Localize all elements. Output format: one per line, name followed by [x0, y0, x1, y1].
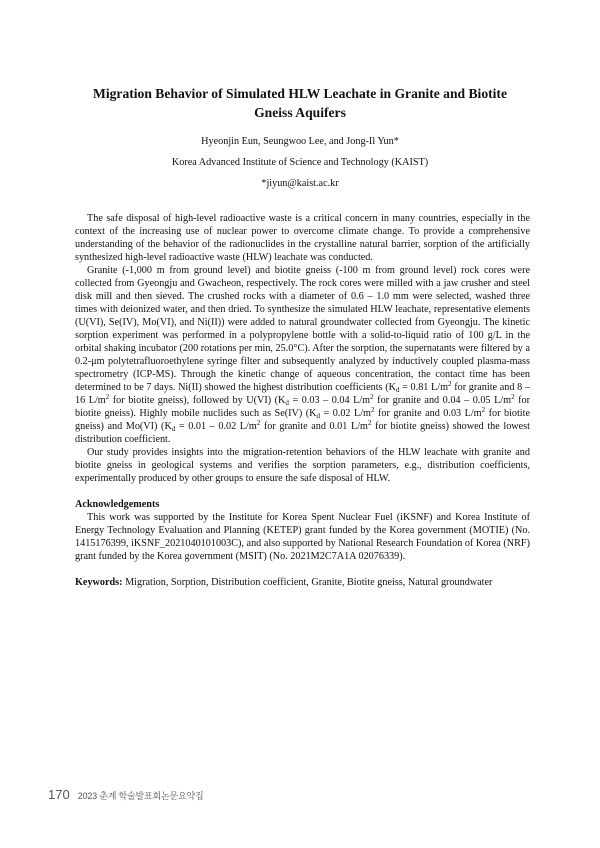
- text-span: for granite and 0.01 L/m: [260, 421, 368, 432]
- subscript-d: d: [171, 425, 176, 433]
- page-number: 170: [48, 787, 70, 802]
- keywords-text: Migration, Sorption, Distribution coefficient, Granite, Biotite gneiss, Natural groundwater: [122, 577, 493, 588]
- superscript-2: 2: [370, 393, 374, 401]
- superscript-2: 2: [105, 393, 110, 401]
- superscript-2: 2: [371, 406, 375, 414]
- text-span: for granite and 0.03 L/m: [374, 408, 482, 419]
- text-span: Granite (-1,000 m from ground level) and biotite gneiss (-100 m from ground level) rock cores were collected from Gyeongju and Gwacheon, respectively. The rock cores were milled with a jaw crusher and steel disk mill and then sieved. The crushed rocks with a diameter of 0.6 – 1.0 mm were selected, washed three times with deionized water, and then dried. To synthesize the simulated HLW leachate, representative elements (U(VI), Se(IV), Mo(VI), and Ni(II)) were added to natural groundwater collected from Gyeongju. The kinetic sorption experiment was performed in a polypropylene bottle with a solid-to-liquid ratio of 100 g/L in the orbital shaking incubator (200 rotations per min, 25.0°C). After the sorption, the supernatants were filtered by a 0.2-μm polytetrafluoroethylene syringe filter and subsequently analyzed by inductively coupled plasma-mass spectrometry (ICP-MS). Through the kinetic change of aqueous concentration, the contact time has been determined to be 7 days. Ni(II) showed the highest distribution coefficients (K: [75, 265, 530, 393]
- abstract-paragraph-1: The safe disposal of high-level radioactive waste is a critical concern in many countries, especially in the context of the increasing use of nuclear power to overcome climate change. To provide a comprehensive understanding of the behavior of the radionuclides in the crystalline natural barrier, sorption of the artificially synthesized high-level radioactive waste (HLW) leachate was conducted.: [75, 213, 530, 263]
- text-span: for biotite gneiss) showed the lowest distribution coefficient.: [75, 421, 530, 445]
- text-span: = 0.03 – 0.04 L/m: [288, 395, 371, 406]
- text-span: for biotite gneiss), followed by U(VI) (K: [109, 395, 286, 406]
- superscript-2: 2: [511, 393, 515, 401]
- text-span: = 0.81 L/m: [399, 382, 449, 393]
- page-footer: [48, 787, 203, 811]
- text-span: for granite and 8 – 16 L/m: [75, 382, 530, 406]
- author-list: Hyeonjin Eun, Seungwoo Lee, and Jong-Il Yun*: [201, 136, 399, 147]
- abstract-paragraph-3: Our study provides insights into the migration-retention behaviors of the HLW leachate with granite and biotite gneiss in geological systems and verifies the sorption parameters, e.g., distribution coefficients, experimentally produced by other groups to ensure the safe disposal of HLW.: [75, 447, 530, 484]
- superscript-2: 2: [256, 419, 261, 427]
- acknowledgements-heading: Acknowledgements: [75, 499, 160, 510]
- abstract-paragraph-2: [75, 264, 530, 446]
- superscript-2: 2: [367, 419, 372, 427]
- proceedings-title: 2023 춘계 학술발표회논문요약집: [77, 791, 204, 801]
- superscript-2: 2: [448, 380, 452, 388]
- text-span: = 0.01 – 0.02 L/m: [175, 421, 257, 432]
- text-span: for biotite gneiss) and Mo(VI) (K: [75, 408, 530, 432]
- acknowledgements-text: This work was supported by the Institute for Korea Spent Nuclear Fuel (iKSNF) and Korea Institute of Energy Technology Evaluation and Planning (KETEP) grant funded by the Korea government (MOTIE) (No. 1415176399, iKSNF_2021040101003C), and also supported by National Research Foundation of Korea (NRF) grant funded by the Korea government (MSIT) (No. 2021M2C7A1A 02076339).: [75, 512, 530, 562]
- keywords-line: [75, 576, 530, 589]
- text-span: for biotite gneiss). Highly mobile nuclides such as Se(IV) (K: [75, 395, 530, 419]
- subscript-d: d: [285, 399, 289, 407]
- paper-title: Migration Behavior of Simulated HLW Leachate in Granite and Biotite Gneiss Aquifers: [93, 86, 507, 120]
- corresponding-email[interactable]: *jiyun@kaist.ac.kr: [261, 178, 339, 189]
- keywords-label: Keywords:: [75, 577, 123, 588]
- subscript-d: d: [395, 386, 400, 394]
- subscript-d: d: [316, 412, 320, 420]
- text-span: = 0.02 L/m: [319, 408, 371, 419]
- affiliation: Korea Advanced Institute of Science and Technology (KAIST): [171, 157, 429, 168]
- abstract-body: [75, 212, 530, 589]
- text-span: for granite and 0.04 – 0.05 L/m: [373, 395, 512, 406]
- superscript-2: 2: [481, 406, 486, 414]
